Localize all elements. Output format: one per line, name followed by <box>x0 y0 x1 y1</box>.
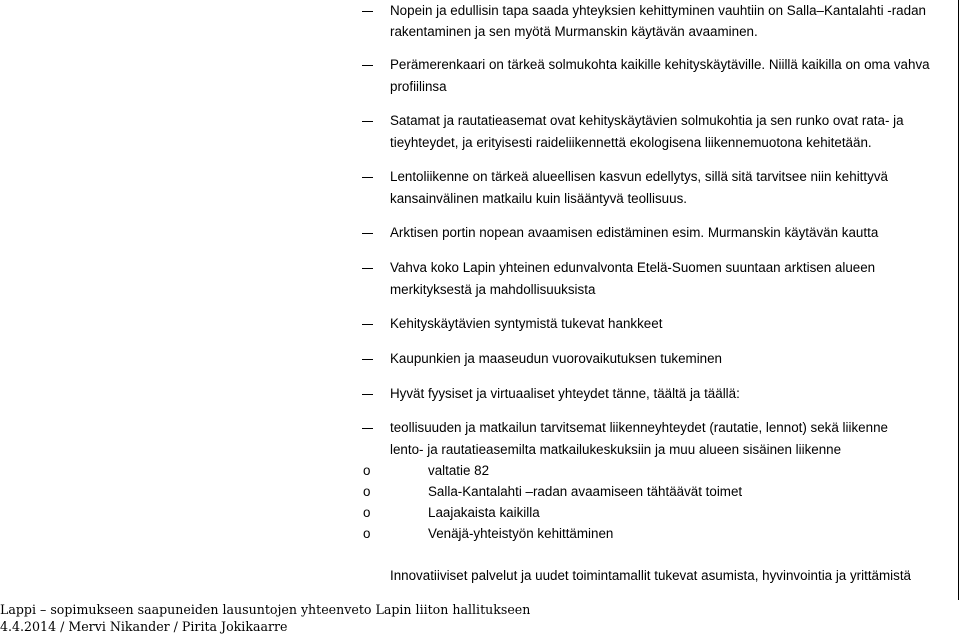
item-2-line-1: Perämerenkaari on tärkeä solmukohta kaikille kehityskäytäville. Niillä kaikilla on oma vahva <box>390 57 930 72</box>
item-3-line-2: tieyhteydet, ja erityisesti raideliikennettä ekologisena liikennemuotona kehitetään. <box>390 135 872 150</box>
dash-bullet <box>362 359 373 360</box>
footer-line-1: Lappi – sopimukseen saapuneiden lausuntojen yhteenveto Lapin liiton hallitukseen <box>0 602 531 617</box>
item-4-line-2: kansainvälinen matkailu kuin lisääntyvä teollisuus. <box>390 191 687 206</box>
subitem-text: valtatie 82 <box>428 463 490 478</box>
circle-bullet: o <box>363 526 371 541</box>
circle-bullet: o <box>363 463 371 478</box>
item-4-line-1: Lentoliikenne on tärkeä alueellisen kasvun edellytys, sillä sitä tarvitsee niin kehittyvä <box>390 169 888 184</box>
item-1-line-1: Nopein ja edullisin tapa saada yhteyksien kehittyminen vauhtiin on Salla–Kantalahti -radan <box>390 3 926 18</box>
item-5-line-1: Arktisen portin nopean avaamisen edistäminen esim. Murmanskin käytävän kautta <box>390 225 879 240</box>
dash-bullet <box>362 324 373 325</box>
subitem-text: Laajakaista kaikilla <box>428 505 540 520</box>
trailing-text: Innovatiiviset palvelut ja uudet toimintamallit tukevat asumista, hyvinvointia ja yrittämistä <box>390 568 911 583</box>
item-6-line-2: merkityksestä ja mahdollisuuksista <box>390 282 596 297</box>
item-10-line-1: teollisuuden ja matkailun tarvitsemat liikenneyhteydet (rautatie, lennot) sekä liikenne <box>390 420 888 435</box>
subitem-text: Venäjä-yhteistyön kehittäminen <box>428 526 614 541</box>
item-2-line-2: profiilinsa <box>390 79 447 94</box>
dash-bullet <box>362 428 373 429</box>
item-1-line-2: rakentaminen ja sen myötä Murmanskin käytävän avaaminen. <box>390 24 758 39</box>
item-3-line-1: Satamat ja rautatieasemat ovat kehityskäytävien solmukohtia ja sen runko ovat rata- ja <box>390 113 904 128</box>
circle-bullet: o <box>363 505 371 520</box>
dash-bullet <box>362 177 373 178</box>
footer-line-2: 4.4.2014 / Mervi Nikander / Pirita Jokikaarre <box>0 619 288 634</box>
dash-bullet <box>362 65 373 66</box>
item-8-line-1: Kaupunkien ja maaseudun vuorovaikutuksen tukeminen <box>390 351 723 366</box>
dash-bullet <box>362 268 373 269</box>
subitem-text: Salla-Kantalahti –radan avaamiseen tähtäävät toimet <box>428 484 743 499</box>
circle-bullet: o <box>363 484 371 499</box>
item-9-line-1: Hyvät fyysiset ja virtuaaliset yhteydet tänne, täältä ja täällä: <box>390 386 740 401</box>
page-border-line <box>958 0 959 600</box>
dash-bullet <box>362 233 373 234</box>
item-7-line-1: Kehityskäytävien syntymistä tukevat hankkeet <box>390 316 663 331</box>
item-10-line-2: lento- ja rautatieasemilta matkailukeskuksiin ja muu alueen sisäinen liikenne <box>390 442 842 457</box>
dash-bullet <box>362 394 373 395</box>
dash-bullet <box>362 121 373 122</box>
item-6-line-1: Vahva koko Lapin yhteinen edunvalvonta Etelä-Suomen suuntaan arktisen alueen <box>390 260 876 275</box>
dash-bullet <box>362 11 373 12</box>
